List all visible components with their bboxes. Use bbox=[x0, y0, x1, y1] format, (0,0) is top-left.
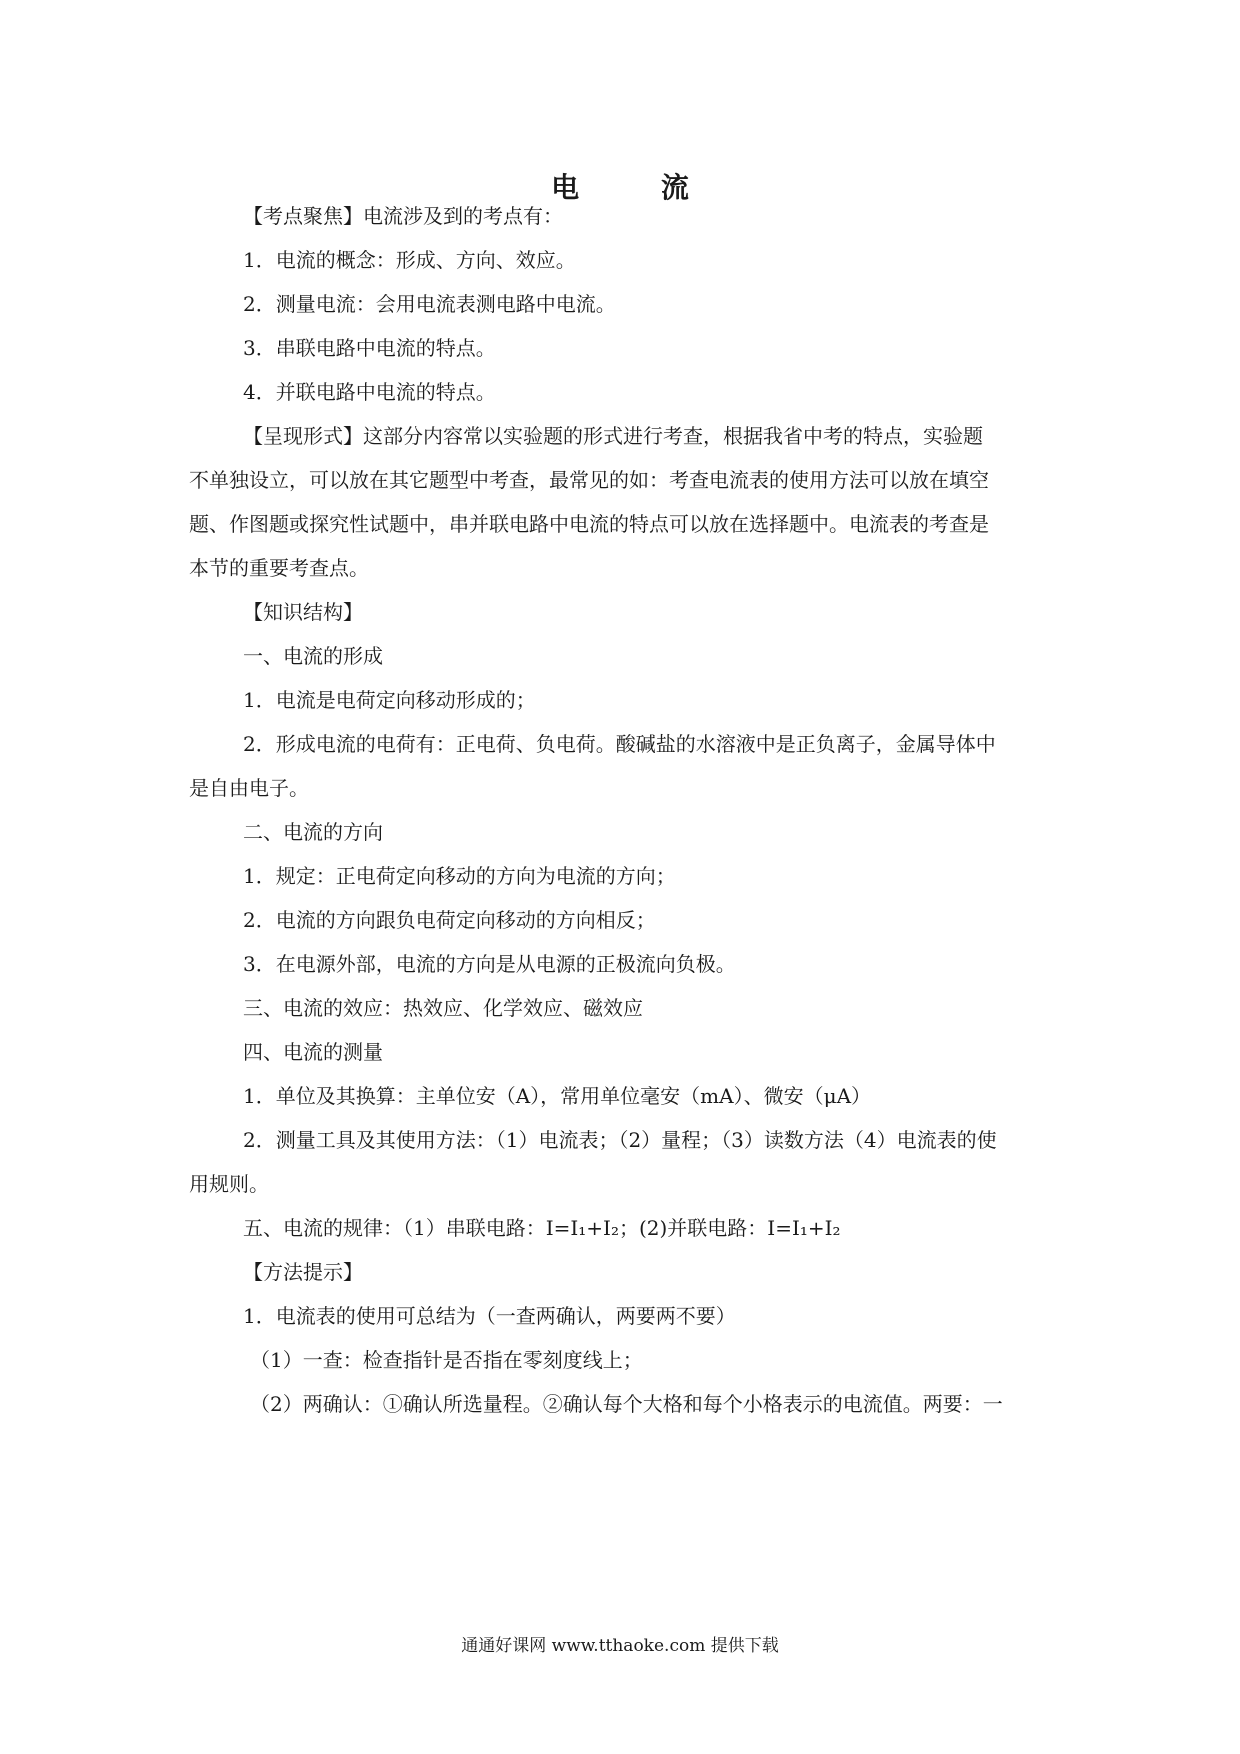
text-line: 本节的重要考查点。 bbox=[189, 556, 369, 580]
text-line: （2）两确认：①确认所选量程。②确认每个大格和每个小格表示的电流值。两要：一 bbox=[250, 1392, 1003, 1416]
text-line: 2．形成电流的电荷有：正电荷、负电荷。酸碱盐的水溶液中是正负离子，金属导体中 bbox=[243, 732, 996, 756]
text-line: 3．串联电路中电流的特点。 bbox=[243, 336, 496, 360]
text-line: 【呈现形式】这部分内容常以实验题的形式进行考查，根据我省中考的特点，实验题 bbox=[243, 424, 983, 448]
text-line: （1）一查：检查指针是否指在零刻度线上； bbox=[250, 1348, 643, 1372]
text-line: 1．电流表的使用可总结为（一查两确认，两要两不要） bbox=[243, 1304, 736, 1328]
page-footer: 通通好课网 www.tthaoke.com 提供下载 bbox=[461, 1636, 779, 1656]
text-line: 3．在电源外部，电流的方向是从电源的正极流向负极。 bbox=[243, 952, 736, 976]
section-heading: 四、电流的测量 bbox=[243, 1040, 383, 1064]
text-line: 1．电流是电荷定向移动形成的； bbox=[243, 688, 536, 712]
text-line: 1．单位及其换算：主单位安（A），常用单位毫安（mA）、微安（μA） bbox=[243, 1084, 872, 1108]
text-line: 【考点聚焦】电流涉及到的考点有： bbox=[243, 204, 563, 228]
text-line: 1．规定：正电荷定向移动的方向为电流的方向； bbox=[243, 864, 676, 888]
text-line: 2．测量电流：会用电流表测电路中电流。 bbox=[243, 292, 616, 316]
text-line: 是自由电子。 bbox=[189, 776, 309, 800]
text-line: 1．电流的概念：形成、方向、效应。 bbox=[243, 248, 576, 272]
text-line: 4．并联电路中电流的特点。 bbox=[243, 380, 496, 404]
text-line: 2．测量工具及其使用方法：（1）电流表；（2）量程；（3）读数方法（4）电流表的使 bbox=[243, 1128, 997, 1152]
section-heading: 【方法提示】 bbox=[243, 1260, 363, 1284]
section-heading: 三、电流的效应：热效应、化学效应、磁效应 bbox=[243, 996, 643, 1020]
section-heading: 五、电流的规律：（1）串联电路：I=I₁+I₂；(2)并联电路：I=I₁+I₂ bbox=[243, 1216, 841, 1240]
section-heading: 【知识结构】 bbox=[243, 600, 363, 624]
text-line: 不单独设立，可以放在其它题型中考查，最常见的如：考查电流表的使用方法可以放在填空 bbox=[189, 468, 989, 492]
section-heading: 二、电流的方向 bbox=[243, 820, 383, 844]
section-heading: 一、电流的形成 bbox=[243, 644, 383, 668]
text-line: 2．电流的方向跟负电荷定向移动的方向相反； bbox=[243, 908, 656, 932]
text-line: 用规则。 bbox=[189, 1172, 269, 1196]
text-line: 题、作图题或探究性试题中，串并联电路中电流的特点可以放在选择题中。电流表的考查是 bbox=[189, 512, 989, 536]
page-title: 电 流 bbox=[551, 171, 725, 204]
